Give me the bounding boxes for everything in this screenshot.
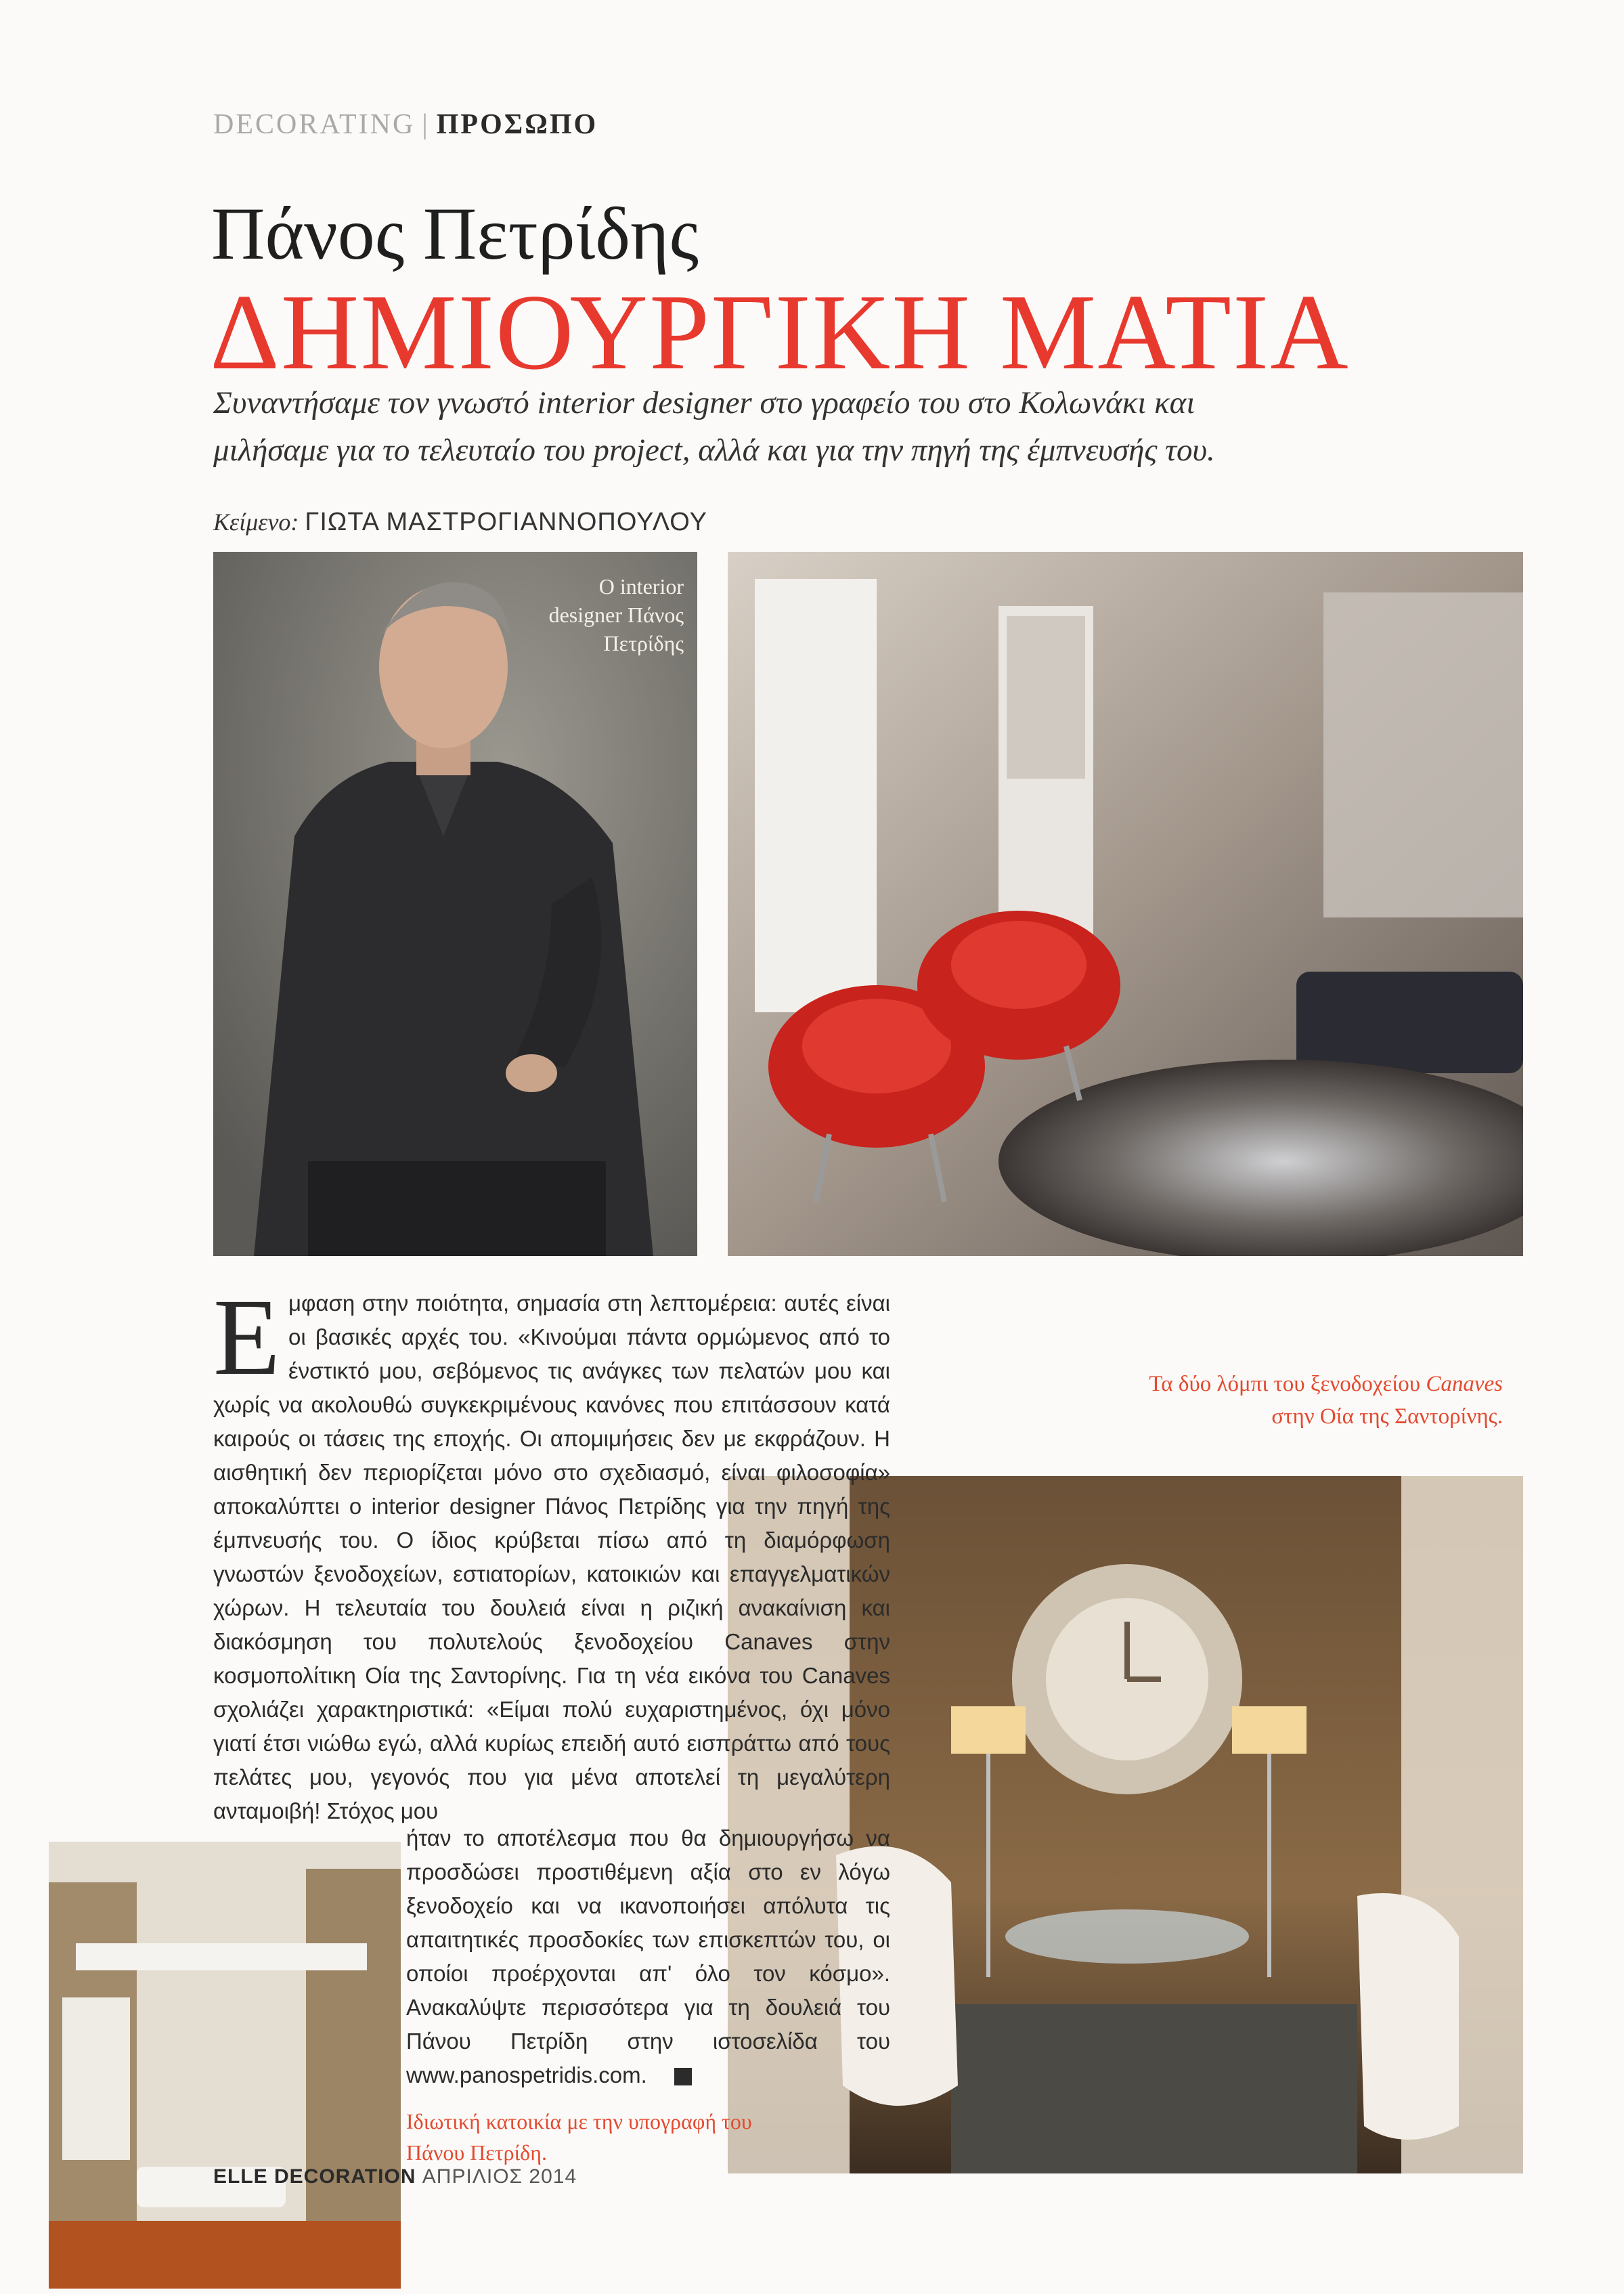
- subsection-label: ΠΡΟΣΩΠΟ: [436, 109, 598, 140]
- lobby-caption-hotel: Canaves: [1426, 1372, 1503, 1396]
- residence-caption: Ιδιωτική κατοικία με την υπογραφή του Πάνου Πετρίδη.: [406, 2109, 752, 2165]
- lobby-caption-prefix: Τα δύο λόμπι του ξενοδοχείου: [1149, 1372, 1426, 1396]
- byline-label: Κείμενο:: [213, 508, 299, 536]
- byline-author: ΓΙΩΤΑ ΜΑΣΤΡΟΓΙΑΝΝΟΠΟΥΛΟΥ: [305, 508, 707, 536]
- portrait-photo: [213, 552, 697, 1256]
- article-dek: Συναντήσαμε τον γνωστό interior designer στο γραφείο του στο Κολωνάκι και μιλήσαμε για το τελευταίο του project, αλλά και για την πηγή της έμπνευσής του.: [213, 385, 1215, 468]
- article-body-continued: [406, 1821, 890, 2092]
- article-body-main: μφαση στην ποιότητα, σημασία στη λεπτομέρεια: αυτές είναι οι βασικές αρχές του. «Κινούμαι πάντα ορμώμενος από το ένστικτό μου, σεβόμενος τις ανάγκες των πελατών μου και χωρίς να ακολουθώ συγκεκριμένους κανόνες που επιτάσσουν κατά καιρούς οι τάσεις της εποχής. Οι απομιμήσεις δεν με εκφράζουν. Η αισθητική δεν περιορίζεται μόνο στο σχεδιασμό, είναι φιλοσοφία» αποκαλύπτει ο interior designer Πάνος Πετρίδης για την πηγή της έμπνευσής του. Ο ίδιος κρύβεται πίσω από τη διαμόρφωση γνωστών ξενοδοχείων, εστιατορίων, κατοικιών και επαγγελματικών χώρων. Η τελευταία του δουλειά είναι η ριζική ανακαίνιση και διακόσμηση του πολυτελούς ξενοδοχείου Canaves στην κοσμοπολίτικη Οία της Σαντορίνης. Για τη νέα εικόνα του Canaves σχολιάζει χαρακτηριστικά: «Είμαι πολύ ευχαριστημένος, όχι μόνο γιατί έτσι νιώθω εγώ, αλλά κυρίως επειδή αυτό εισπράττω από τους πελάτες μου, γεγονός που για μένα αποτελεί τη μεγαλύτερη ανταμοιβή! Στόχος μου: [213, 1291, 890, 1823]
- lobby-illustration-1: [728, 552, 1523, 1256]
- portrait-illustration: [213, 552, 697, 1256]
- article-headline: ΔΗΜΙΟΥΡΓΙΚΗ ΜΑΤΙΑ: [210, 272, 1350, 392]
- footer-issue: ΑΠΡΙΛΙΟΣ 2014: [422, 2165, 577, 2188]
- article-body: [213, 1277, 890, 1828]
- byline: [213, 508, 707, 537]
- article-name-title: Πάνος Πετρίδης: [211, 192, 699, 275]
- drop-cap: Ε: [213, 1277, 280, 1398]
- footer-brand: ELLE DECORATION: [213, 2165, 416, 2188]
- lobby-caption-suffix: στην Οία της Σαντορίνης.: [1271, 1404, 1503, 1429]
- section-divider: |: [422, 109, 430, 140]
- lobby-caption: [1015, 1368, 1503, 1433]
- end-of-article-mark: [674, 2068, 692, 2085]
- residence-photo: [49, 1842, 401, 2289]
- article-body-cont-text: ήταν το αποτέλεσμα που θα δημιουργήσω να προσδώσει προστιθέμενη αξία στο εν λόγω ξενοδοχείο και να ικανοποιήσει απόλυτα τις απαιτητικές προσδοκίες των επισκεπτών του, οι οποίοι προέρχονται απ' όλο τον κόσμο». Ανακαλύψτε περισσότερα για τη δουλειά του Πάνου Πετρίδη στην ιστοσελίδα του www.panospetridis.com.: [406, 1825, 890, 2087]
- portrait-caption: Ο interior designer Πάνος Πετρίδης: [548, 574, 684, 655]
- residence-illustration: [49, 1842, 401, 2289]
- lobby-photo-red-chairs: [728, 552, 1523, 1256]
- section-label: DECORATING: [213, 109, 416, 140]
- section-header: [213, 108, 598, 141]
- page-footer: [213, 2165, 577, 2188]
